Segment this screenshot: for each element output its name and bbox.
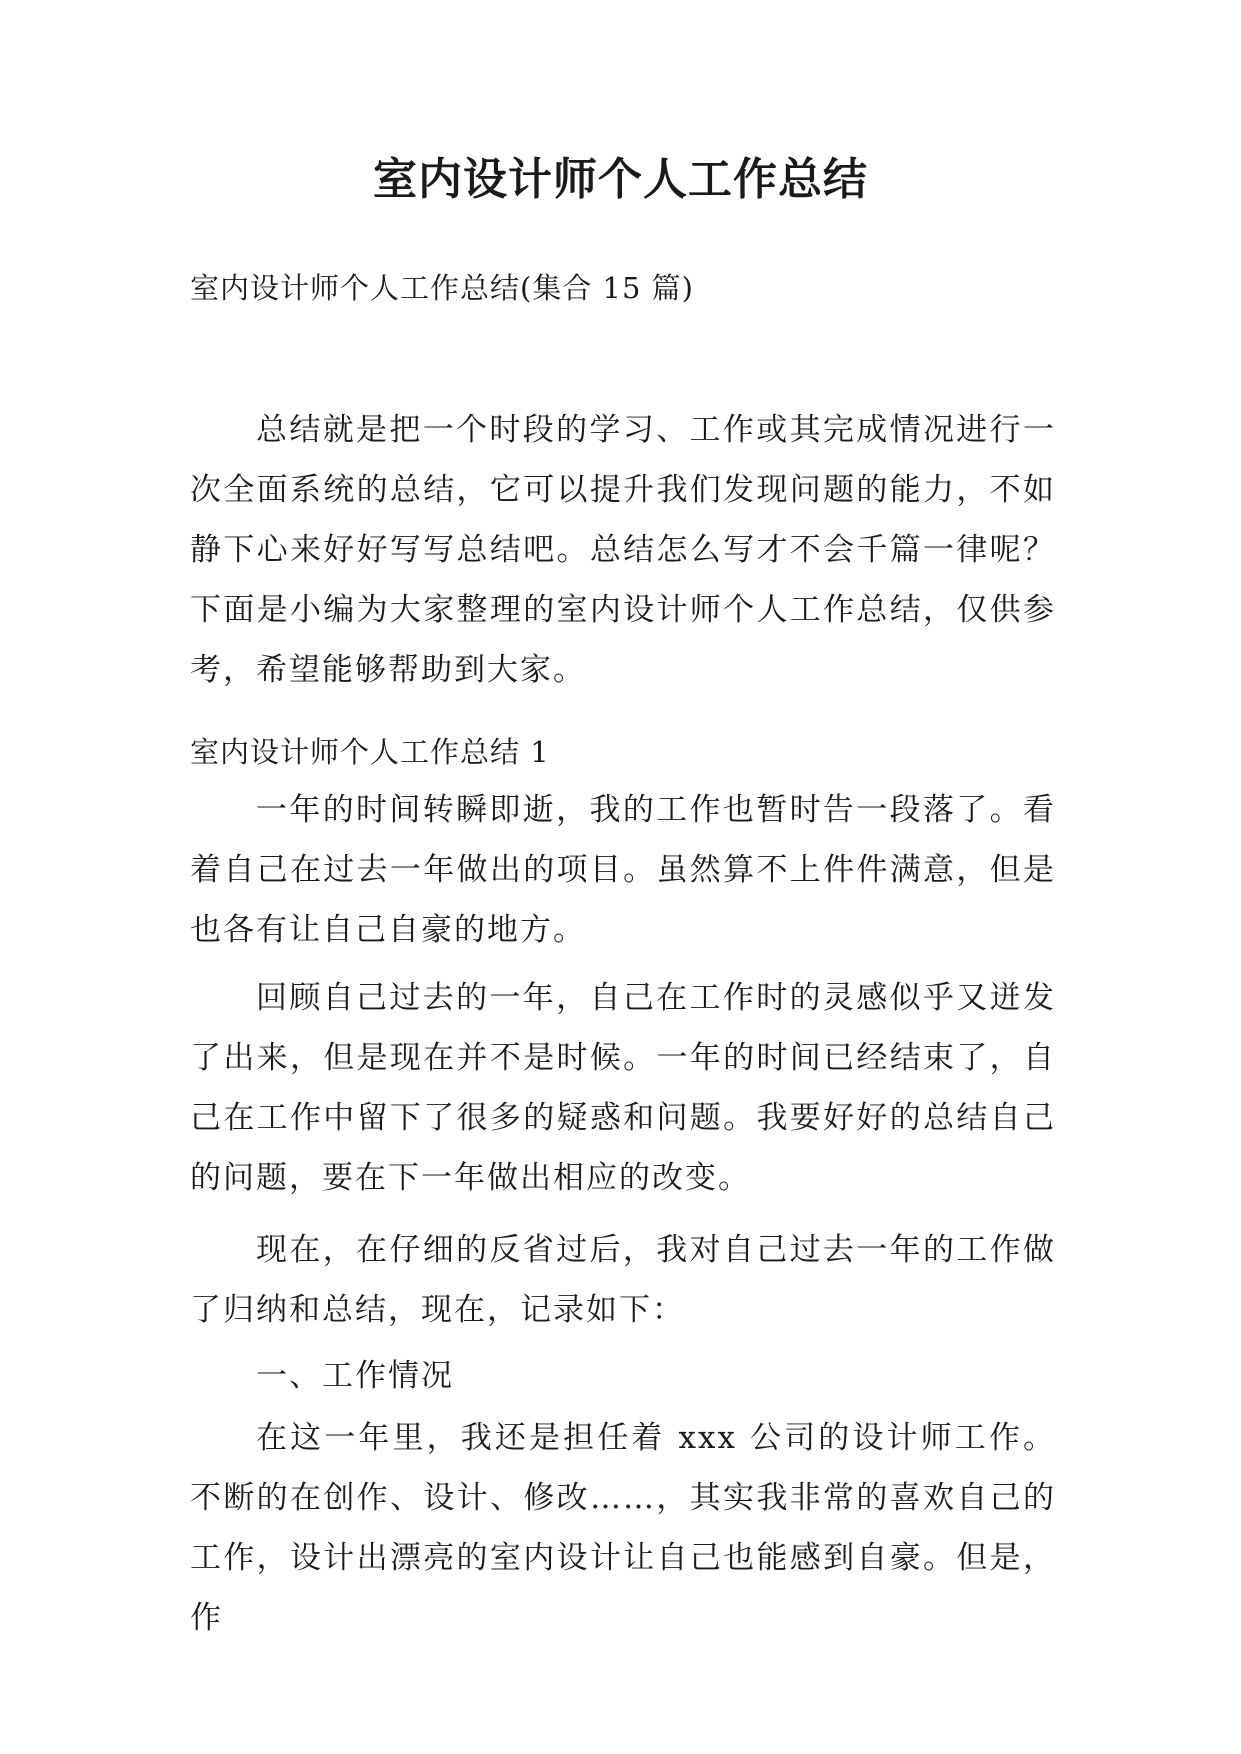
- body-paragraph: 在这一年里，我还是担任着 xxx 公司的设计师工作。不断的在创作、设计、修改……，其实我非常的喜欢自己的工作，设计出漂亮的室内设计让自己也能感到自豪。但是，作: [190, 1420, 1056, 1636]
- document-subtitle: 室内设计师个人工作总结(集合 15 篇): [190, 271, 694, 305]
- intro-paragraph: 总结就是把一个时段的学习、工作或其完成情况进行一次全面系统的总结，它可以提升我们发现问题的能力，不如静下心来好好写写总结吧。总结怎么写才不会千篇一律呢？下面是小编为大家整理的室内设计师个人工作总结，仅供参考，希望能够帮助到大家。: [190, 412, 1056, 688]
- subsection-heading: 一、工作情况: [256, 1358, 454, 1394]
- section-heading: 室内设计师个人工作总结 1: [190, 735, 550, 769]
- document-title: 室内设计师个人工作总结: [373, 154, 868, 205]
- body-paragraph: 回顾自己过去的一年，自己在工作时的灵感似乎又迸发了出来，但是现在并不是时候。一年的时间已经结束了，自己在工作中留下了很多的疑惑和问题。我要好好的总结自己的问题，要在下一年做出相应的改变。: [190, 980, 1056, 1196]
- body-paragraph: 一年的时间转瞬即逝，我的工作也暂时告一段落了。看着自己在过去一年做出的项目。虽然算不上件件满意，但是也各有让自己自豪的地方。: [190, 792, 1056, 948]
- body-paragraph: 现在，在仔细的反省过后，我对自己过去一年的工作做了归纳和总结，现在，记录如下：: [190, 1232, 1056, 1328]
